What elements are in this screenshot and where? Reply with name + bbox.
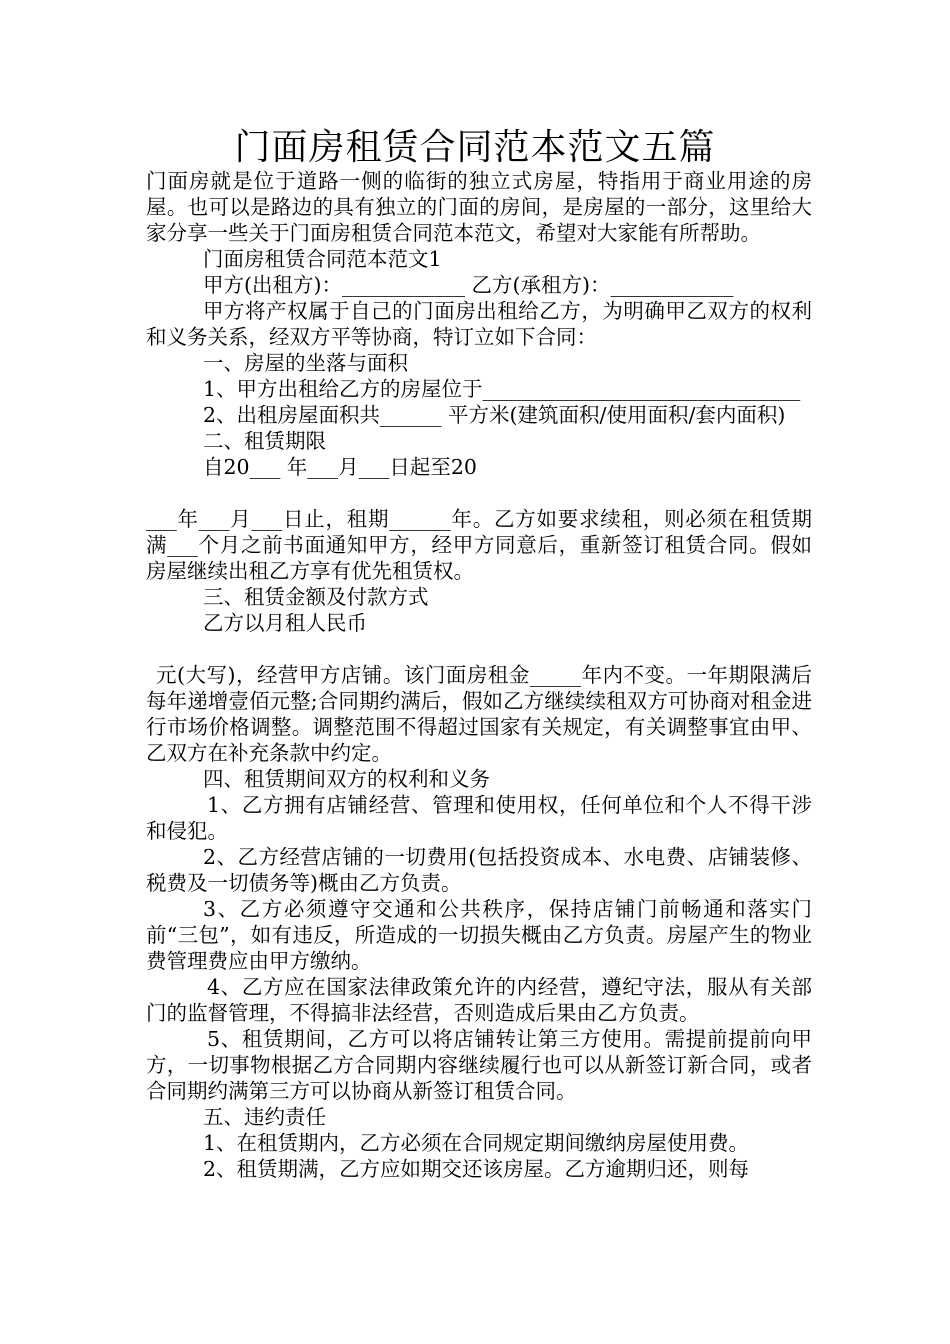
intro-paragraph: 门面房就是位于道路一侧的临街的独立式房屋，特指用于商业用途的房屋。也可以是路边的具有独立的门面的房间，是房屋的一部分，这里给大家分享一些关于门面房租赁合同范本范文，希望对大家能有所帮助。 — [146, 169, 812, 245]
clause-heading: 五、违约责任 — [203, 1105, 326, 1129]
paragraph: 4、乙方应在国家法律政策允许的内经营，遵纪守法，服从有关部门的监督管理，不得搞非法经营，否则造成后果由乙方负责。 — [146, 975, 812, 1025]
paragraph: 乙方以月租人民币 — [203, 611, 367, 635]
paragraph: 2、乙方经营店铺的一切费用(包括投资成本、水电费、店铺装修、税费及一切债务等)概由乙方负责。 — [146, 845, 812, 895]
paragraph: ___年___月___日止，租期______年。乙方如要求续租，则必须在租赁期满___个月之前书面通知甲方，经甲方同意后，重新签订租赁合同。假如房屋继续出租乙方享有优先租赁权。 — [146, 507, 812, 583]
paragraph: 2、出租房屋面积共______ 平方米(建筑面积/使用面积/套内面积) — [203, 403, 786, 427]
parties-line: 甲方(出租方)：____________ 乙方(承租方)：____________ — [203, 273, 734, 297]
paragraph: 1、甲方出租给乙方的房屋位于_______________________________ — [203, 377, 801, 401]
paragraph: 甲方将产权属于自己的门面房出租给乙方，为明确甲乙双方的权利和义务关系，经双方平等协商，特订立如下合同： — [146, 299, 812, 349]
paragraph: 5、租赁期间，乙方可以将店铺转让第三方使用。需提前提前向甲方，一切事物根据乙方合同期内容继续履行也可以从新签订新合同，或者合同期约满第三方可以协商从新签订租赁合同。 — [146, 1027, 812, 1103]
blank-line — [146, 636, 812, 662]
clause-heading: 三、租赁金额及付款方式 — [203, 585, 429, 609]
paragraph: 1、乙方拥有店铺经营、管理和使用权，任何单位和个人不得干涉和侵犯。 — [146, 793, 812, 843]
blank-line — [146, 480, 812, 506]
paragraph: 3、乙方必须遵守交通和公共秩序，保持店铺门前畅通和落实门前“三包”，如有违反，所造成的一切损失概由乙方负责。房屋产生的物业费管理费应由甲方缴纳。 — [146, 897, 812, 973]
clause-heading: 四、租赁期间双方的权利和义务 — [203, 767, 490, 791]
document-body — [146, 168, 812, 1182]
clause-heading: 一、房屋的坐落与面积 — [203, 351, 408, 375]
paragraph: 2、租赁期满，乙方应如期交还该房屋。乙方逾期归还，则每 — [203, 1157, 750, 1181]
paragraph: 1、在租赁期内，乙方必须在合同规定期间缴纳房屋使用费。 — [203, 1131, 750, 1155]
clause-heading: 二、租赁期限 — [203, 429, 326, 453]
document-title: 门面房租赁合同范本范文五篇 — [234, 127, 716, 168]
paragraph: 自20___ 年___月___日起至20 — [203, 455, 477, 479]
section-heading: 门面房租赁合同范本范文1 — [203, 247, 442, 271]
paragraph: 元(大写)，经营甲方店铺。该门面房租金_____年内不变。一年期限满后每年递增壹佰元整;合同期约满后，假如乙方继续续租双方可协商对租金进行市场价格调整。调整范围不得超过国家有关规定，有关调整事宜由甲、乙双方在补充条款中约定。 — [146, 663, 812, 765]
